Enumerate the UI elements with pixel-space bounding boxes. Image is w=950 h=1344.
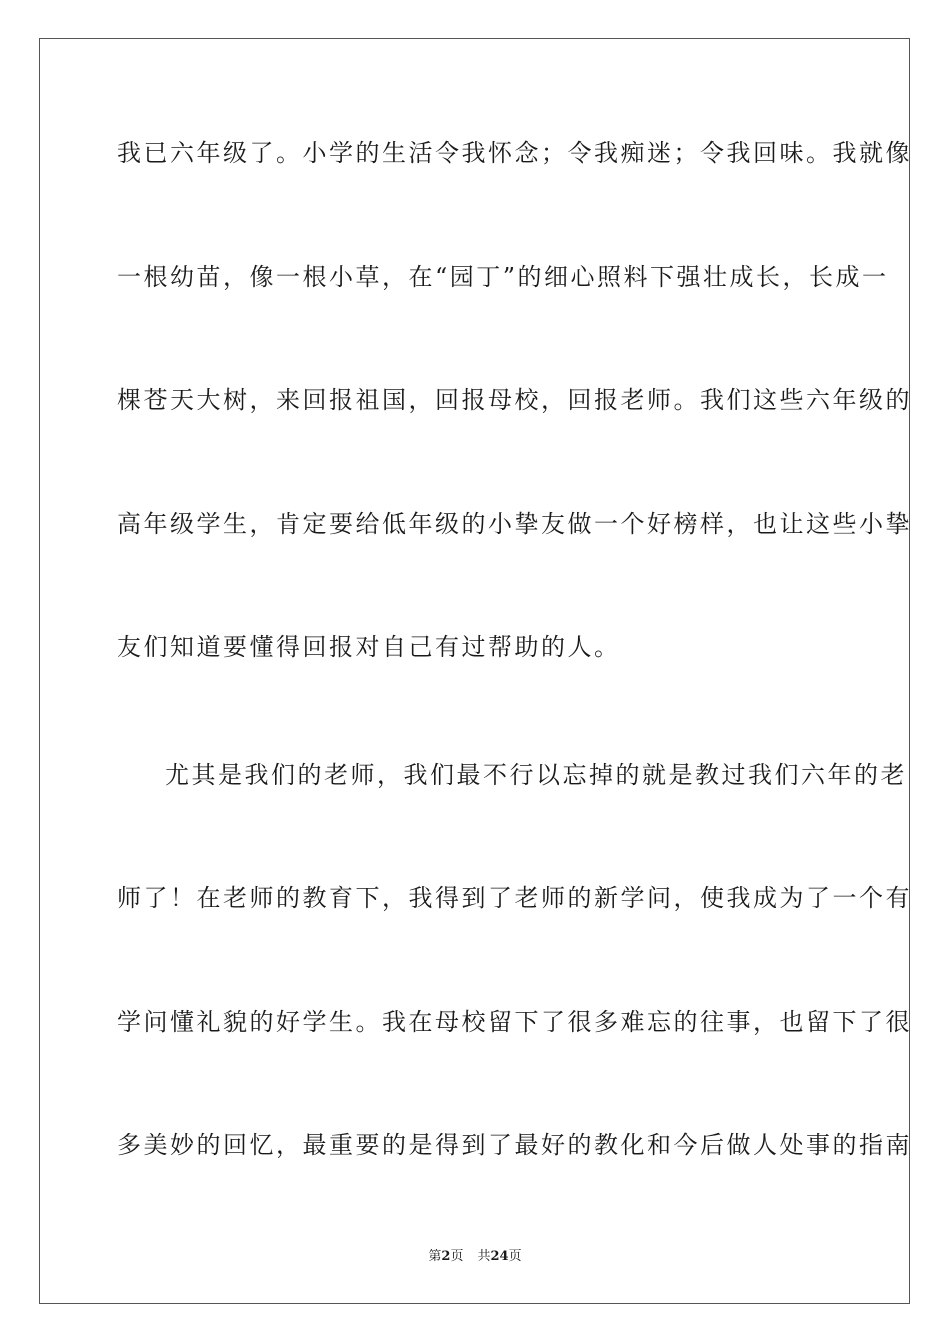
total-pages: 24 (490, 1249, 509, 1264)
paragraph-line-8: 学问懂礼貌的好学生。我在母校留下了很多难忘的往事，也留下了很 (117, 1008, 912, 1036)
page-footer (0, 1248, 950, 1266)
total-suffix: 页 (508, 1249, 522, 1264)
page-prefix: 第 (428, 1249, 442, 1264)
paragraph-line-3: 棵苍天大树，来回报祖国，回报母校，回报老师。我们这些六年级的 (117, 386, 912, 414)
paragraph-line-9: 多美妙的回忆，最重要的是得到了最好的教化和今后做人处事的指南 (117, 1131, 912, 1159)
paragraph-line-6: 尤其是我们的老师，我们最不行以忘掉的就是教过我们六年的老 (165, 761, 907, 789)
total-prefix: 共 (477, 1249, 491, 1264)
paragraph-line-2: 一根幼苗，像一根小草，在“园丁”的细心照料下强壮成长，长成一 (117, 263, 889, 291)
page-number: 2 (441, 1249, 451, 1264)
paragraph-line-5: 友们知道要懂得回报对自己有过帮助的人。 (117, 633, 621, 661)
page-suffix: 页 (450, 1249, 464, 1264)
paragraph-line-1: 我已六年级了。小学的生活令我怀念；令我痴迷；令我回味。我就像 (117, 139, 912, 167)
page-border (39, 38, 910, 1304)
paragraph-line-7: 师了！在老师的教育下，我得到了老师的新学问，使我成为了一个有 (117, 884, 912, 912)
paragraph-line-4: 高年级学生，肯定要给低年级的小挚友做一个好榜样，也让这些小挚 (117, 510, 912, 538)
